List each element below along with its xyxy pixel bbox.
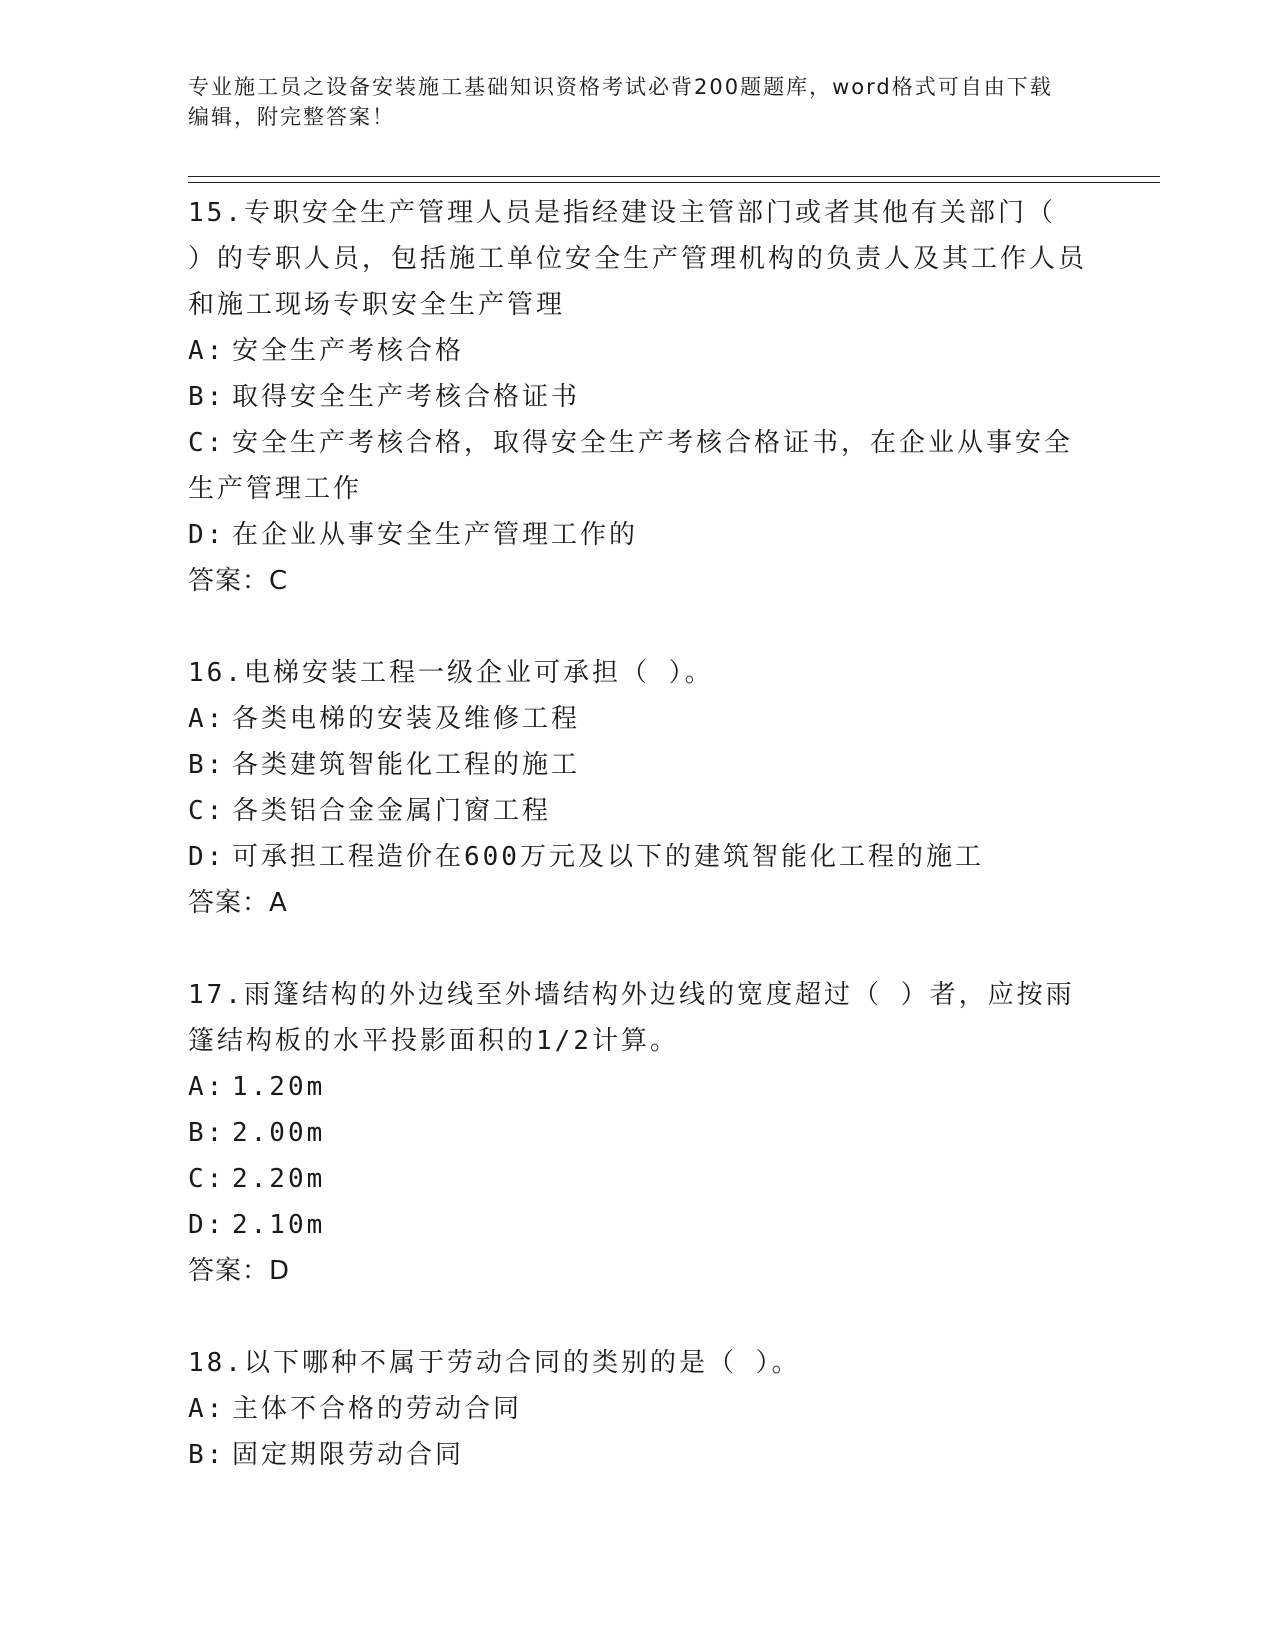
answer-label: 答案：A [188,888,288,918]
question-18 [188,1340,1088,1478]
question-15 [188,190,1088,604]
option-text: 各类建筑智能化工程的施工 [232,750,581,780]
option-text: 2.10m [232,1210,326,1240]
option-b [188,1432,1088,1478]
answer-label: 答案：D [188,1256,291,1286]
option-key: D: [188,842,226,872]
option-text: 2.00m [232,1118,326,1148]
option-key: A: [188,704,226,734]
option-text: 各类铝合金金属门窗工程 [232,796,552,826]
question-16 [188,650,1088,926]
option-b [188,742,1088,788]
question-stem: 17.雨篷结构的外边线至外墙结构外边线的宽度超过（ ）者，应按雨篷结构板的水平投影面积的1/2计算。 [188,980,1075,1056]
option-key: A: [188,1072,226,1102]
option-key: B: [188,382,226,412]
option-text: 主体不合格的劳动合同 [232,1394,523,1424]
option-a [188,1064,1088,1110]
option-b [188,374,1088,420]
header-divider [188,176,1160,183]
option-text: 固定期限劳动合同 [232,1440,465,1470]
option-a [188,328,1088,374]
option-c [188,420,1088,512]
option-text: 安全生产考核合格，取得安全生产考核合格证书，在企业从事安全生产管理工作 [188,428,1074,504]
option-key: A: [188,336,226,366]
option-text: 在企业从事安全生产管理工作的 [232,520,639,550]
option-b [188,1110,1088,1156]
question-stem: 18.以下哪种不属于劳动合同的类别的是（ ）。 [188,1348,801,1378]
document-header: 专业施工员之设备安装施工基础知识资格考试必背200题题库，word格式可自由下载编辑，附完整答案！ [188,75,1053,129]
option-a [188,696,1088,742]
answer-label: 答案：C [188,566,289,596]
option-text: 2.20m [232,1164,326,1194]
option-text: 取得安全生产考核合格证书 [232,382,581,412]
option-key: A: [188,1394,226,1424]
option-key: B: [188,1440,226,1470]
option-text: 1.20m [232,1072,326,1102]
option-text: 安全生产考核合格 [232,336,465,366]
option-d [188,1202,1088,1248]
option-key: C: [188,796,226,826]
option-c [188,788,1088,834]
option-key: D: [188,1210,226,1240]
option-key: B: [188,1118,226,1148]
option-text: 可承担工程造价在600万元及以下的建筑智能化工程的施工 [232,842,984,872]
option-a [188,1386,1088,1432]
option-text: 各类电梯的安装及维修工程 [232,704,581,734]
question-stem: 16.电梯安装工程一级企业可承担（ ）。 [188,658,714,688]
option-key: C: [188,428,226,458]
question-list [188,190,1088,1524]
option-key: C: [188,1164,226,1194]
option-key: B: [188,750,226,780]
question-stem: 15.专职安全生产管理人员是指经建设主管部门或者其他有关部门（ ）的专职人员，包括施工单位安全生产管理机构的负责人及其工作人员和施工现场专职安全生产管理 [188,198,1088,320]
option-c [188,1156,1088,1202]
option-d [188,834,1088,880]
option-d [188,512,1088,558]
option-key: D: [188,520,226,550]
question-17 [188,972,1088,1294]
